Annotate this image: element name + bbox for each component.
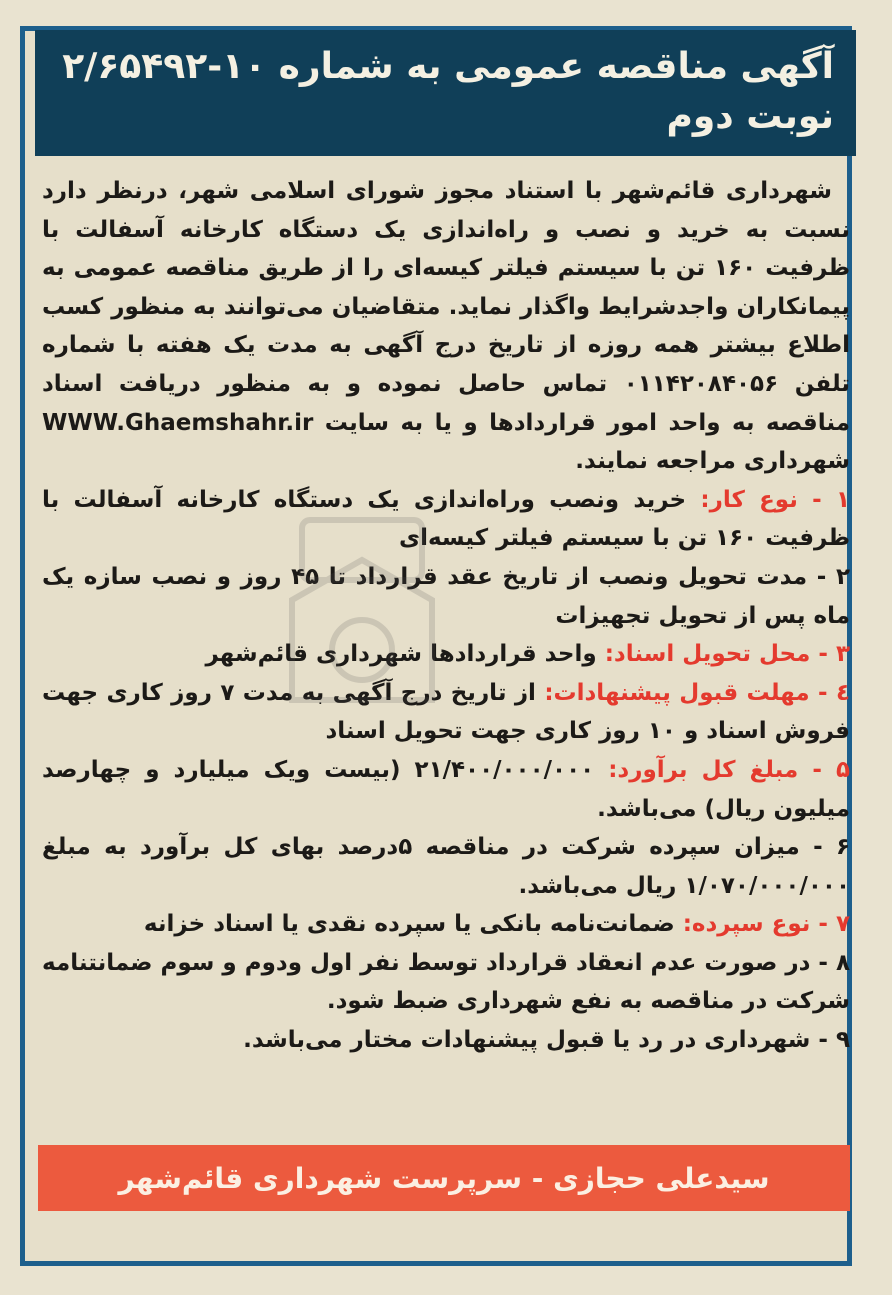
condition-text: خرید ونصب وراه‌اندازی یک دستگاه کارخانه آسفالت با ظرفیت ۱۶۰ تن با سیستم فیلتر کیسه‌ای: [42, 486, 850, 552]
condition-label: مهلت قبول پیشنهادات:: [544, 679, 810, 706]
signature-text: سیدعلی حجازی - سرپرست شهرداری قائم‌شهر: [118, 1161, 770, 1195]
condition-label: نوع سپرده:: [682, 911, 811, 938]
condition-text: ضمانت‌نامه بانکی یا سپرده نقدی یا اسناد خزانه: [143, 911, 683, 938]
intro-text: شهرداری قائم‌شهر با استناد مجوز شورای اسلامی شهر، درنظر دارد نسبت به خرید و نصب و راه‌اندازی یک دستگاه کارخانه آسفالت با ظرفیت ۱۶۰ تن با سیستم فیلتر کیسه‌ای را از طریق مناقصه عمومی به پیمانکاران واجدشرایط واگذار نماید. متقاضیان می‌توانند به منظور کسب اطلاع بیشتر همه روزه از تاریخ درج آگهی به مدت یک هفته با شماره تلفن ۰۱۱۴۲۰۸۴۰۵۶ تماس حاصل نموده و به منظور دریافت اسناد مناقصه به واحد امور قراردادها و یا به سایت: [42, 178, 850, 436]
condition-number: ۸ -: [818, 949, 850, 976]
conditions-list: [42, 481, 850, 1060]
condition-text: میزان سپرده شرکت در مناقصه ۵درصد بهای کل برآورد به مبلغ ۱/۰۷۰/۰۰۰/۰۰۰ ریال می‌باشد.: [42, 834, 850, 899]
intro-text-end: شهرداری مراجعه نمایند.: [575, 448, 850, 475]
condition-number: ۹ -: [818, 1027, 850, 1054]
condition-item: [42, 558, 850, 635]
condition-text: شهرداری در رد یا قبول پیشنهادات مختار می‌باشد.: [243, 1027, 811, 1054]
condition-text: در صورت عدم انعقاد قرارداد توسط نفر اول ودوم و سوم ضمانتنامه شرکت در مناقصه به نفع شهرداری ضبط شود.: [42, 949, 850, 1015]
condition-label: نوع کار:: [700, 486, 798, 513]
condition-number: ۲ -: [816, 563, 850, 590]
condition-label: محل تحویل اسناد:: [604, 641, 811, 668]
ad-body: [42, 172, 850, 1060]
condition-text: واحد قراردادها شهرداری قائم‌شهر: [205, 641, 605, 668]
condition-number: ۷ -: [818, 911, 850, 938]
signature-banner: [38, 1145, 850, 1211]
website-link: WWW.Ghaemshahr.ir: [42, 409, 314, 436]
condition-number: ۵ -: [812, 756, 850, 783]
condition-item: [42, 635, 850, 674]
condition-text: مدت تحویل ونصب از تاریخ عقد قرارداد تا ۴۵ روز و نصب سازه یک ماه پس از تحویل تجهیزات: [42, 563, 850, 629]
ad-header: [35, 30, 856, 156]
condition-number: ۱ -: [812, 486, 850, 513]
intro-paragraph: [42, 172, 850, 481]
ad-subtitle: نوبت دوم: [666, 96, 834, 137]
condition-item: [42, 751, 850, 828]
condition-number: ٤ -: [818, 679, 851, 706]
condition-item: [42, 944, 850, 1021]
condition-number: ۳ -: [818, 641, 850, 668]
condition-item: [42, 481, 850, 558]
condition-item: [42, 905, 850, 944]
ad-title: آگهی مناقصه عمومی به شماره ۱۰-۲/۶۵۴۹۲: [62, 46, 834, 87]
condition-text: ۲۱/۴۰۰/۰۰۰/۰۰۰ (بیست ویک میلیارد و چهارصد میلیون ریال) می‌باشد.: [42, 756, 850, 822]
condition-label: مبلغ کل برآورد:: [608, 756, 799, 783]
condition-item: [42, 1021, 850, 1060]
condition-item: [42, 828, 850, 905]
condition-number: ۶ -: [813, 834, 850, 861]
condition-text: از تاریخ درج آگهی به مدت ۷ روز کاری جهت فروش اسناد و ۱۰ روز کاری جهت تحویل اسناد: [42, 679, 850, 745]
condition-item: [42, 674, 850, 751]
